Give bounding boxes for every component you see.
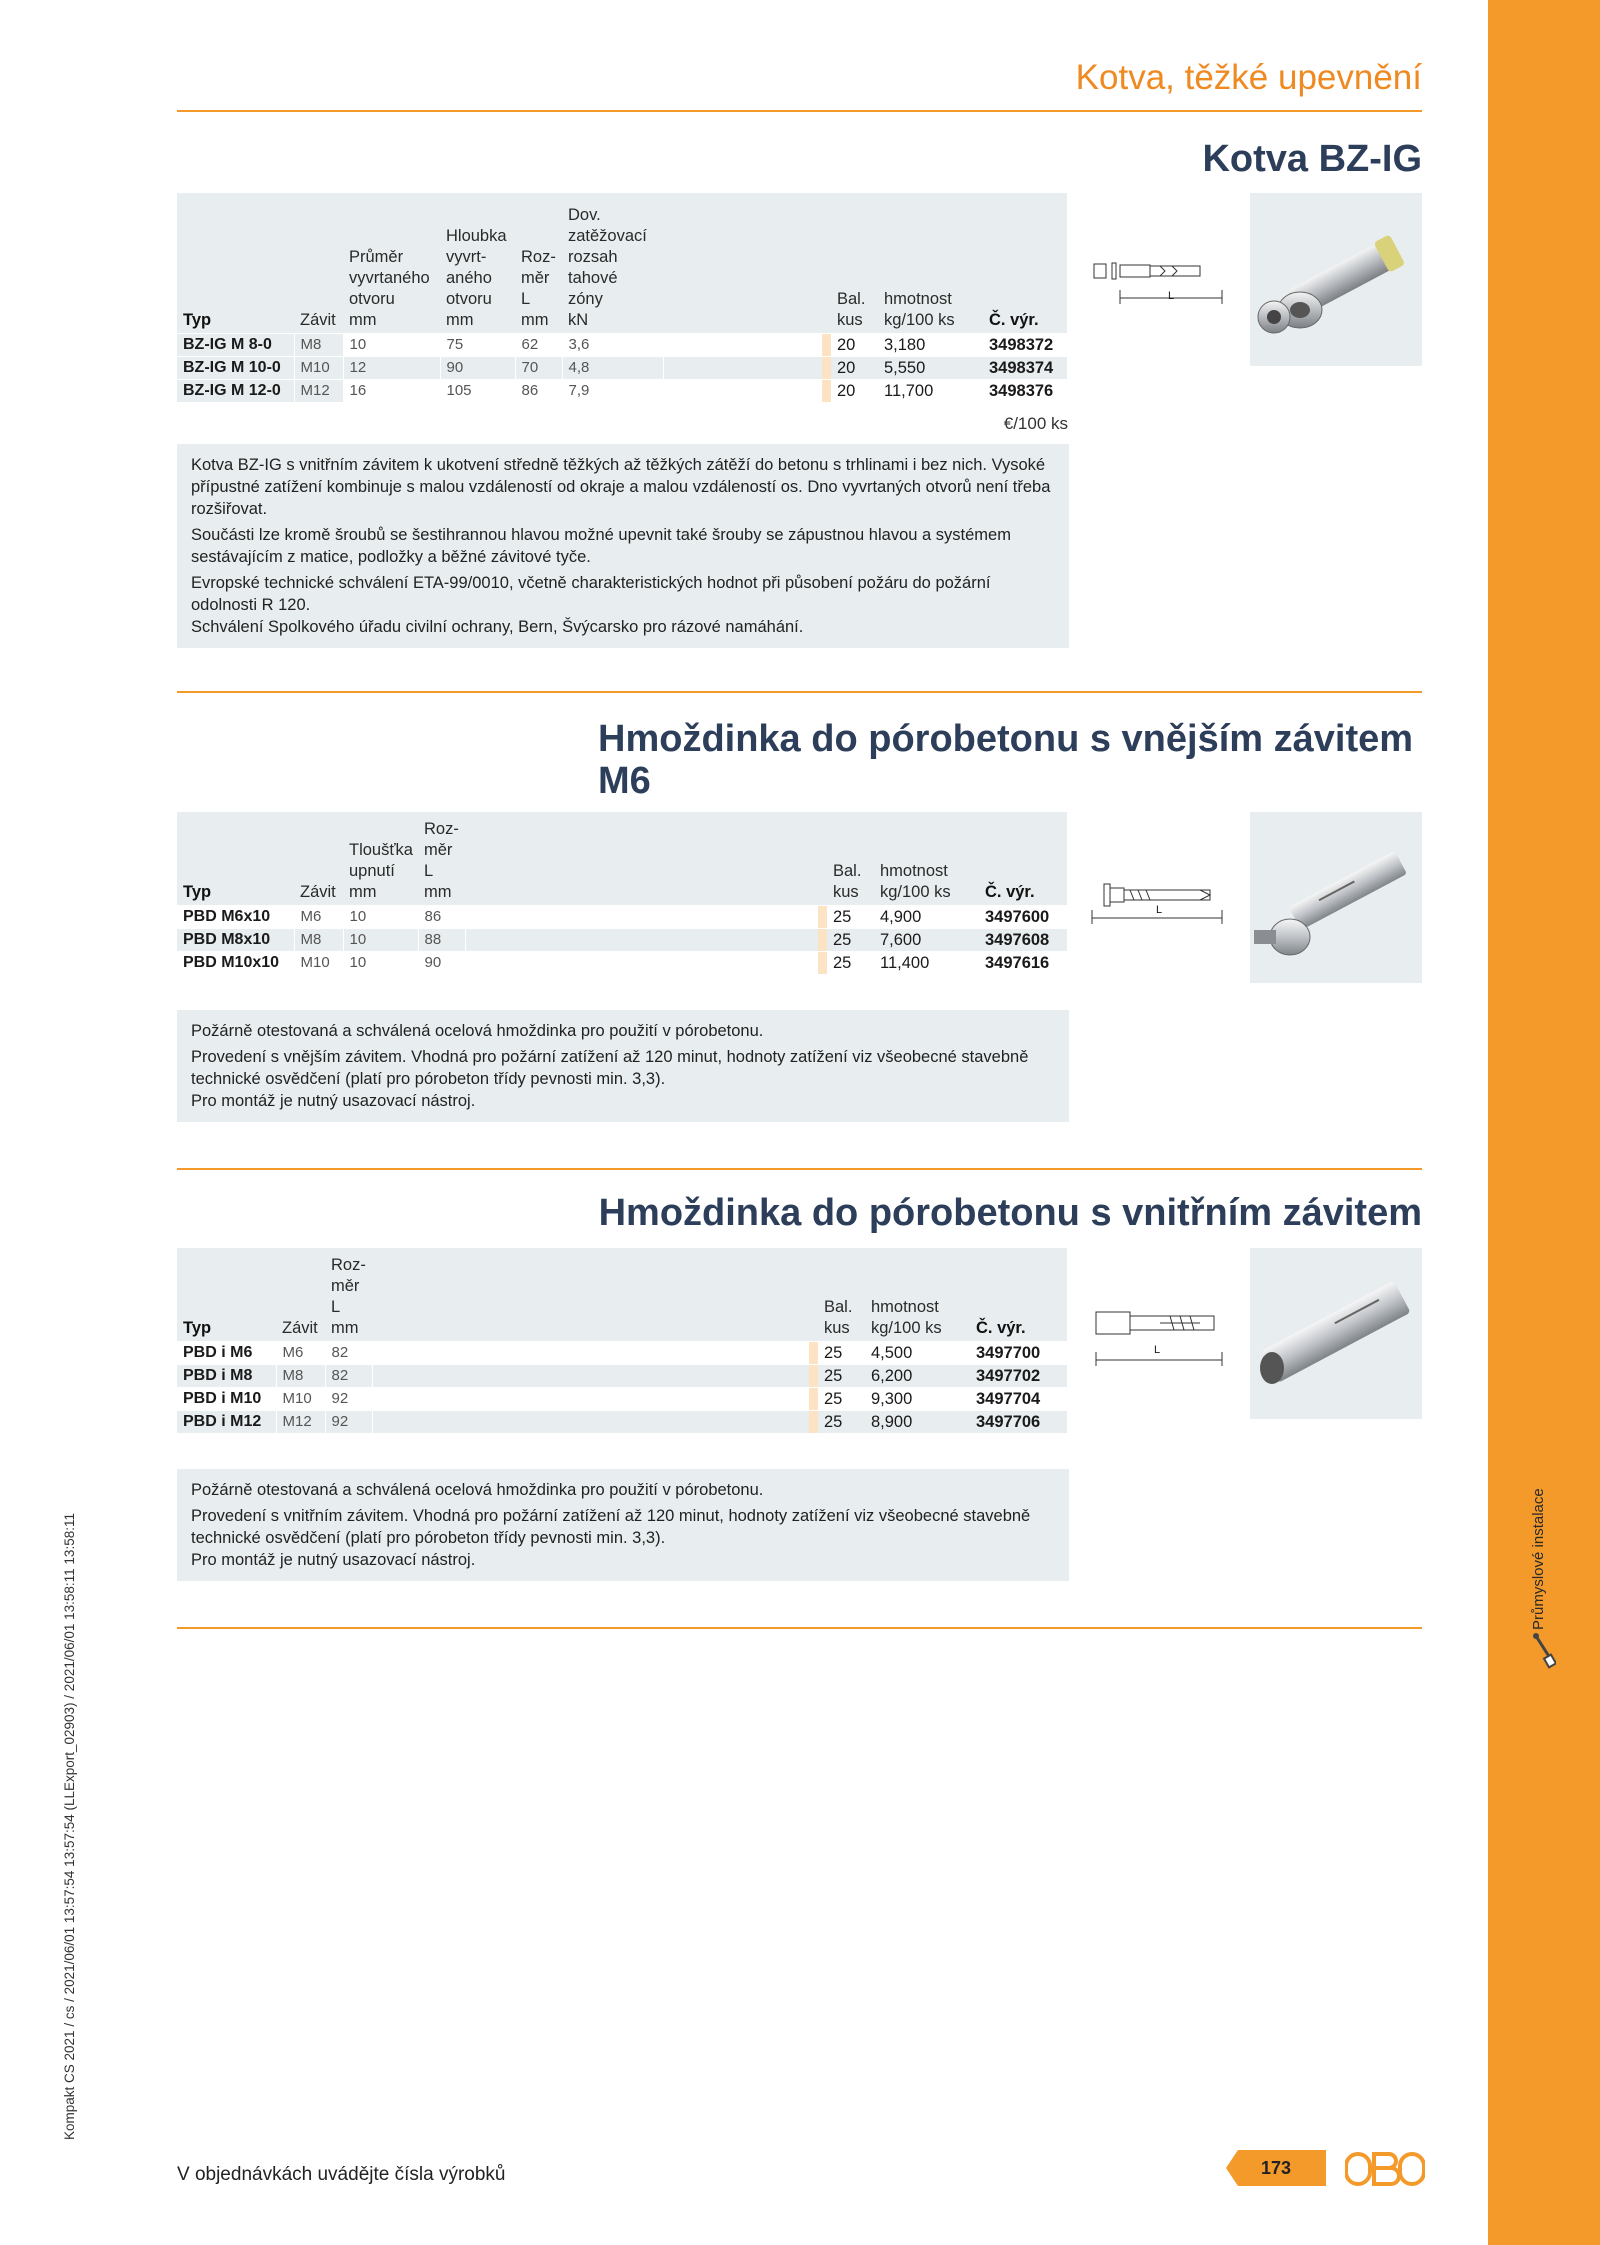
dimension-label: L <box>1154 1344 1161 1356</box>
orange-sidebar <box>1488 0 1600 2245</box>
divider <box>177 691 1422 693</box>
divider <box>177 1627 1422 1629</box>
technical-drawing-bz-ig <box>1090 248 1230 313</box>
section-title-bz-ig: Kotva BZ-IG <box>1202 138 1422 180</box>
product-table-bz-ig <box>177 193 1067 402</box>
description-pbd-outer: Požárně otestovaná a schválená ocelová hmoždinka pro použití v pórobetonu. Provedení s vnějším závitem. Vhodná pro požární zatížení až 120 minut, hodnoty zatížení viz všeobecné stavebně technické osvědčení (platí pro pórobeton třídy pevnosti min. 3,3). Pro montáž je nutný usazovací nástroj. <box>177 1010 1069 1122</box>
col-cislo: Č. výr. <box>989 310 1039 329</box>
dimension-label: L <box>1156 904 1163 916</box>
product-photo-pbd-outer <box>1250 812 1422 983</box>
footer-note: V objednávkách uvádějte čísla výrobků <box>177 2164 506 2185</box>
price-unit: €/100 ks <box>1003 414 1068 433</box>
divider <box>177 1168 1422 1170</box>
page-number: 173 <box>1226 2150 1326 2186</box>
sidebar-label: Průmyslové instalace <box>1530 1488 1547 1630</box>
anchor-icon <box>1532 1632 1556 1677</box>
col-rozmer: Roz- měr L mm <box>521 247 556 329</box>
col-hmotnost: hmotnost kg/100 ks <box>884 289 955 329</box>
table-row: BZ-IG M 8-0 M8 10 75 62 3,6 20 3,180 3498372 <box>177 333 1067 356</box>
table-row: PBD i M10 M10 92 25 9,300 3497704 <box>177 1387 1067 1410</box>
page-title: Kotva, těžké upevnění <box>1075 58 1422 97</box>
table-row: PBD M8x10 M8 10 88 25 7,600 3497608 <box>177 928 1067 951</box>
dimension-label: L <box>1168 290 1175 302</box>
col-zatez: Dov. zatěžovací rozsah tahové zóny kN <box>568 205 647 329</box>
col-hloubka: Hloubka vyvrt- aného otvoru mm <box>446 226 507 329</box>
table-row: PBD M10x10 M10 10 90 25 11,400 3497616 <box>177 951 1067 974</box>
description-bz-ig: Kotva BZ-IG s vnitřním závitem k ukotvení středně těžkých až těžkých zátěží do betonu s trhlinami i bez nich. Vysoké přípustné zatížení kombinuje s malou vzdáleností od okraje a malou vzdáleností os. Dno vyvrtaných otvorů není třeba rozšiřovat. Součásti lze kromě šroubů se šestihrannou hlavou možné upevnit také šrouby se zápustnou hlavou a systémem sestávajícím z matice, podložky a běžné závitové tyče. Evropské technické schválení ETA-99/0010, včetně charakteristických hodnot při působení požáru do požární odolnosti R 120. Schválení Spolkového úřadu civilní ochrany, Bern, Švýcarsko pro rázové namáhání. <box>177 444 1069 648</box>
table-row: PBD i M6 M6 82 25 4,500 3497700 <box>177 1341 1067 1364</box>
section-title-pbd-outer: Hmoždinka do pórobetonu s vnějším závitem M6 <box>598 718 1414 802</box>
divider <box>177 110 1422 112</box>
obo-logo <box>1345 2152 1425 2191</box>
table-row: BZ-IG M 10-0 M10 12 90 70 4,8 20 5,550 3498374 <box>177 356 1067 379</box>
product-photo-pbd-inner <box>1250 1248 1422 1419</box>
col-prumer: Průměr vyvrtaného otvoru mm <box>349 247 430 329</box>
table-row: PBD i M12 M12 92 25 8,900 3497706 <box>177 1410 1067 1433</box>
description-pbd-inner: Požárně otestovaná a schválená ocelová hmoždinka pro použití v pórobetonu. Provedení s vnitřním závitem. Vhodná pro požární zatížení až 120 minut, hodnoty zatížení viz všeobecné stavebně technické osvědčení (platí pro pórobeton třídy pevnosti min. 3,3). Pro montáž je nutný usazovací nástroj. <box>177 1469 1069 1581</box>
table-row: PBD i M8 M8 82 25 6,200 3497702 <box>177 1364 1067 1387</box>
product-table-pbd-outer: Typ Závit Tloušťka upnutí mm Roz- měr L mm Bal. kus hmotnost kg/100 ks Č. výr. PBD M6x10 M6 10 86 25 4,900 3497600 PBD M8x10 M8 10 88 25 7,600 3497608 PBD M10x10 M10 10 90 25 11,400 3497616 <box>177 812 1067 974</box>
product-table-pbd-inner: Typ Závit Roz- měr L mm Bal. kus hmotnost kg/100 ks Č. výr. PBD i M6 M6 82 25 4,500 3497700 PBD i M8 M8 82 25 6,200 3497702 PBD i M10 M10 92 25 9,300 3497704 PBD i M12 M12 92 25 8,900 3497706 <box>177 1248 1067 1433</box>
table-row: BZ-IG M 12-0 M12 16 105 86 7,9 20 11,700 3498376 <box>177 379 1067 402</box>
col-typ: Typ <box>183 310 212 329</box>
section-title-pbd-inner: Hmoždinka do pórobetonu s vnitřním závitem <box>598 1192 1422 1234</box>
technical-drawing-pbd-outer <box>1090 870 1230 935</box>
col-bal: Bal. kus <box>837 289 866 329</box>
col-zavit: Závit <box>300 310 336 329</box>
table-row: PBD M6x10 M6 10 86 25 4,900 3497600 <box>177 905 1067 928</box>
technical-drawing-pbd-inner <box>1090 1300 1230 1375</box>
product-photo-bz-ig <box>1250 193 1422 366</box>
